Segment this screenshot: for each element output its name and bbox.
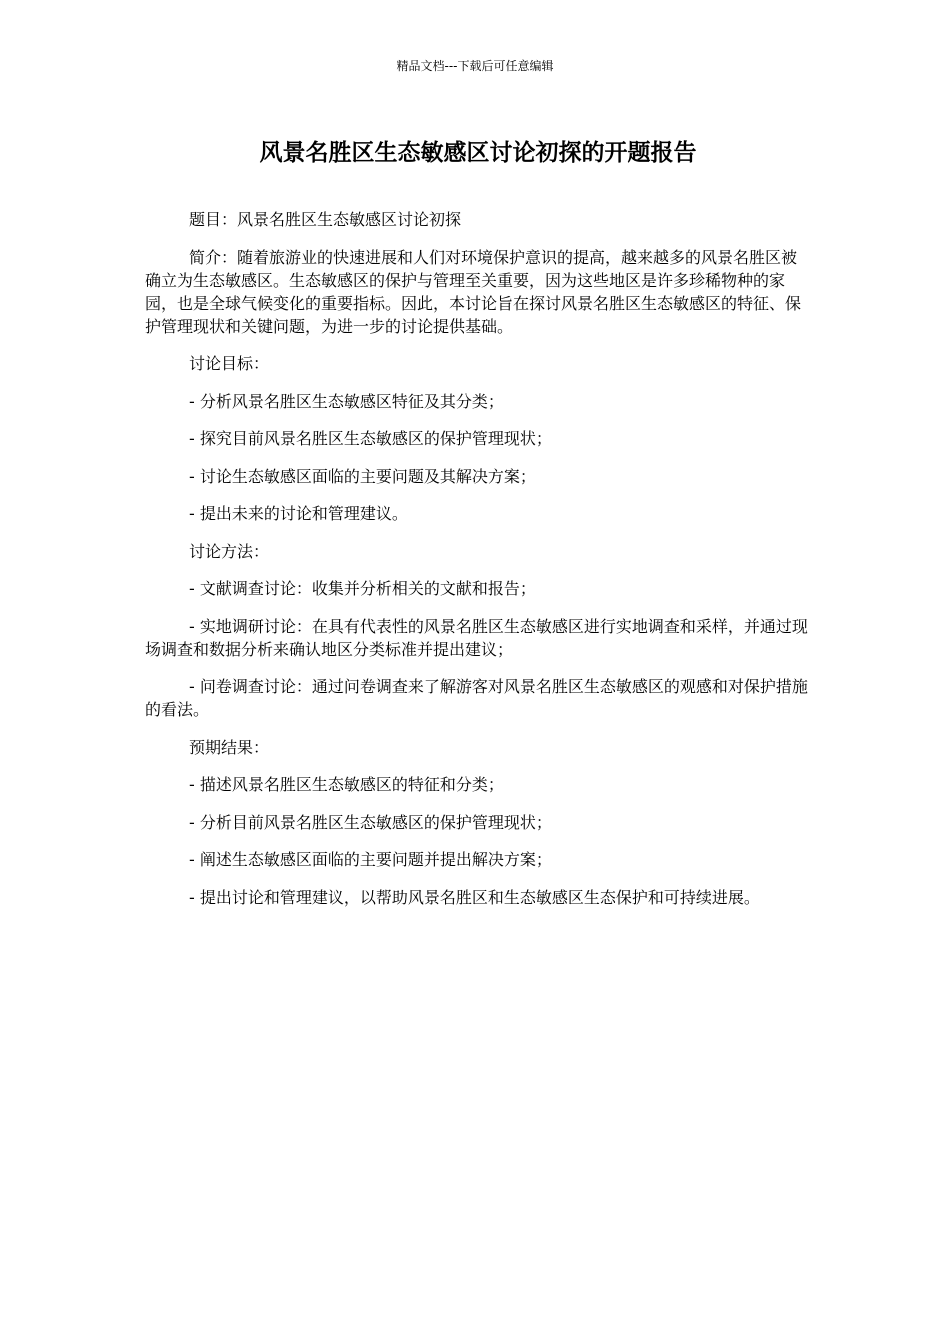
method-item: - 实地调研讨论：在具有代表性的风景名胜区生态敏感区进行实地调查和采样，并通过现场调查和数据分析来确认地区分类标准并提出建议；	[145, 616, 808, 659]
header-note: 精品文档---下载后可任意编辑	[396, 59, 554, 73]
topic-paragraph: 题目：风景名胜区生态敏感区讨论初探	[189, 210, 462, 229]
result-item: - 提出讨论和管理建议，以帮助风景名胜区和生态敏感区生态保护和可持续进展。	[189, 887, 760, 907]
goal-item: - 分析风景名胜区生态敏感区特征及其分类；	[189, 391, 504, 411]
method-item: - 文献调查讨论：收集并分析相关的文献和报告；	[189, 579, 536, 598]
goal-item: - 提出未来的讨论和管理建议。	[189, 504, 408, 523]
result-item: - 分析目前风景名胜区生态敏感区的保护管理现状；	[189, 812, 552, 832]
goal-item: - 探究目前风景名胜区生态敏感区的保护管理现状；	[189, 429, 552, 448]
document-title: 风景名胜区生态敏感区讨论初探的开题报告	[259, 140, 697, 166]
document-body	[145, 208, 809, 923]
goal-item: - 讨论生态敏感区面临的主要问题及其解决方案；	[189, 466, 536, 486]
methods-heading: 讨论方法：	[189, 541, 270, 561]
intro-paragraph: 简介：随着旅游业的快速进展和人们对环境保护意识的提高，越来越多的风景名胜区被确立为生态敏感区。生态敏感区的保护与管理至关重要，因为这些地区是许多珍稀物种的家园，也是全球气候变化的重要指标。因此，本讨论旨在探讨风景名胜区生态敏感区的特征、保护管理现状和关键问题，为进一步的讨论提供基础。	[145, 247, 802, 336]
results-heading: 预期结果：	[189, 737, 270, 757]
result-item: - 阐述生态敏感区面临的主要问题并提出解决方案；	[189, 850, 552, 869]
result-item: - 描述风景名胜区生态敏感区的特征和分类；	[189, 775, 504, 794]
method-item: - 问卷调查讨论：通过问卷调查来了解游客对风景名胜区生态敏感区的观感和对保护措施的看法。	[145, 677, 808, 719]
goals-heading: 讨论目标：	[189, 354, 270, 373]
